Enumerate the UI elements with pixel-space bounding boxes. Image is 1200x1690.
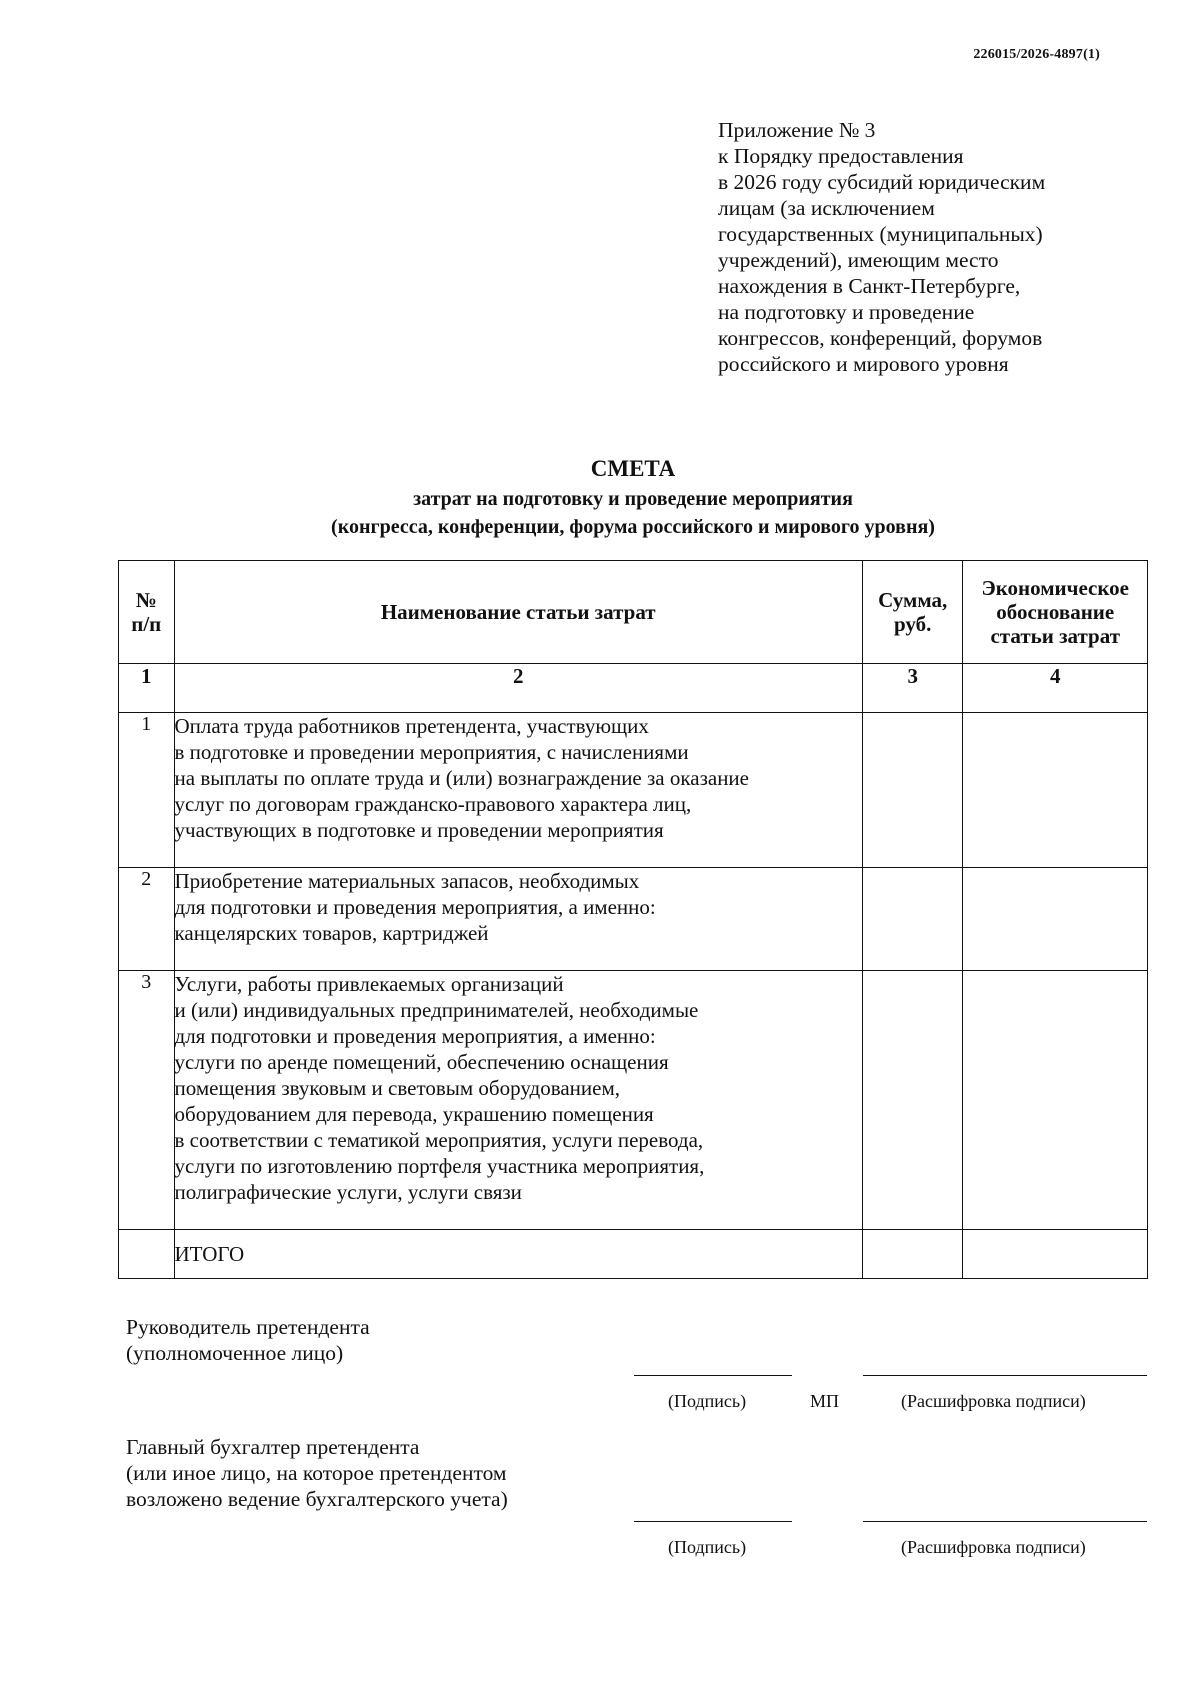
row-text-line: Оплата труда работников претендента, участвующих: [174, 714, 649, 738]
row-text-line: услуги по изготовлению портфеля участника мероприятия,: [174, 1154, 705, 1178]
table-header-row: [119, 561, 1148, 664]
row-text-line: Приобретение материальных запасов, необходимых: [174, 869, 640, 893]
appendix-line: лицам (за исключением: [718, 196, 935, 220]
appendix-line: нахождения в Санкт-Петербурге,: [718, 274, 1021, 298]
header-sum-line: Сумма,: [878, 588, 948, 612]
document-number: 226015/2026-4897(1): [973, 47, 1100, 62]
row-text-line: в подготовке и проведении мероприятия, с начислениями: [174, 740, 689, 764]
appendix-note: [718, 117, 1138, 377]
header-justification-line: обоснование: [996, 600, 1115, 624]
head-decoding-caption: (Расшифровка подписи): [901, 1391, 1086, 1411]
header-sum-line: руб.: [894, 612, 932, 636]
row-text-line: участвующих в подготовке и проведении мероприятия: [174, 818, 664, 842]
column-number: 3: [862, 664, 963, 713]
accountant-decoding-caption: (Расшифровка подписи): [901, 1537, 1086, 1557]
head-signature-line: [634, 1375, 792, 1376]
header-justification-line: статьи затрат: [990, 624, 1121, 648]
title-subtitle-line-1: затрат на подготовку и проведение мероприятия: [413, 488, 853, 510]
accountant-label-line: возложено ведение бухгалтерского учета): [126, 1487, 508, 1511]
accountant-label-line: Главный бухгалтер претендента: [126, 1435, 420, 1459]
table-row: [119, 971, 1148, 1230]
row-text-line: канцелярских товаров, картриджей: [174, 921, 489, 945]
accountant-signature-line: [634, 1521, 792, 1522]
row-text-line: помещения звуковым и световым оборудованием,: [174, 1076, 620, 1100]
appendix-line: конгрессов, конференций, форумов: [718, 326, 1043, 350]
cost-estimate-table: [118, 560, 1148, 1279]
accountant-signature-label: [126, 1434, 508, 1512]
accountant-decoding-line: [863, 1521, 1147, 1522]
document-title: [118, 453, 1148, 541]
row-text-line: для подготовки и проведения мероприятия, а именно:: [174, 1024, 656, 1048]
row-text-line: услуги по аренде помещений, обеспечению оснащения: [174, 1050, 669, 1074]
appendix-line: к Порядку предоставления: [718, 144, 964, 168]
total-number-cell: [119, 1230, 175, 1279]
row-text-line: полиграфические услуги, услуги связи: [174, 1180, 522, 1204]
row-number: 3: [119, 971, 175, 1230]
appendix-line: на подготовку и проведение: [718, 300, 975, 324]
row-sum-cell: [862, 971, 963, 1230]
column-number: 1: [119, 664, 175, 713]
row-item-name: [174, 971, 862, 1230]
header-number: [119, 561, 175, 664]
row-number: 2: [119, 868, 175, 971]
row-justification-cell: [963, 868, 1148, 971]
header-item-name: Наименование статьи затрат: [174, 561, 862, 664]
row-text-line: Услуги, работы привлекаемых организаций: [174, 972, 564, 996]
row-justification-cell: [963, 713, 1148, 868]
appendix-line: российского и мирового уровня: [718, 352, 1009, 376]
row-item-name: [174, 713, 862, 868]
table-row: [119, 868, 1148, 971]
appendix-line: Приложение № 3: [718, 118, 876, 142]
header-number-line: №: [135, 588, 157, 612]
row-text-line: на выплаты по оплате труда и (или) вознаграждение за оказание: [174, 766, 749, 790]
header-justification: [963, 561, 1148, 664]
head-label-line: Руководитель претендента: [126, 1315, 370, 1339]
header-justification-line: Экономическое: [981, 576, 1130, 600]
row-text-line: услуг по договорам гражданско-правового характера лиц,: [174, 792, 692, 816]
appendix-line: государственных (муниципальных): [718, 222, 1043, 246]
title-subtitle-line-2: (конгресса, конференции, форума российского и мирового уровня): [331, 516, 935, 538]
accountant-signature-caption: (Подпись): [668, 1537, 747, 1557]
row-text-line: в соответствии с тематикой мероприятия, услуги перевода,: [174, 1128, 704, 1152]
total-sum-cell: [862, 1230, 963, 1279]
appendix-line: учреждений), имеющим место: [718, 248, 999, 272]
head-label-line: (уполномоченное лицо): [126, 1341, 344, 1365]
row-number: 1: [119, 713, 175, 868]
row-sum-cell: [862, 868, 963, 971]
table-row: [119, 713, 1148, 868]
row-text-line: для подготовки и проведения мероприятия, а именно:: [174, 895, 656, 919]
column-number-row: [119, 664, 1148, 713]
seal-mark: МП: [810, 1391, 840, 1411]
head-signature-label: [126, 1314, 370, 1366]
title-main: СМЕТА: [590, 456, 676, 481]
row-sum-cell: [862, 713, 963, 868]
row-text-line: и (или) индивидуальных предпринимателей, необходимые: [174, 998, 699, 1022]
column-number: 4: [963, 664, 1148, 713]
total-row: [119, 1230, 1148, 1279]
total-justification-cell: [963, 1230, 1148, 1279]
header-sum: [862, 561, 963, 664]
row-justification-cell: [963, 971, 1148, 1230]
row-item-name: [174, 868, 862, 971]
row-text-line: оборудованием для перевода, украшению помещения: [174, 1102, 654, 1126]
appendix-line: в 2026 году субсидий юридическим: [718, 170, 1046, 194]
accountant-label-line: (или иное лицо, на которое претендентом: [126, 1461, 507, 1485]
total-label: ИТОГО: [174, 1230, 862, 1279]
header-number-line: п/п: [131, 612, 162, 636]
head-signature-caption: (Подпись): [668, 1391, 747, 1411]
column-number: 2: [174, 664, 862, 713]
head-decoding-line: [863, 1375, 1147, 1376]
